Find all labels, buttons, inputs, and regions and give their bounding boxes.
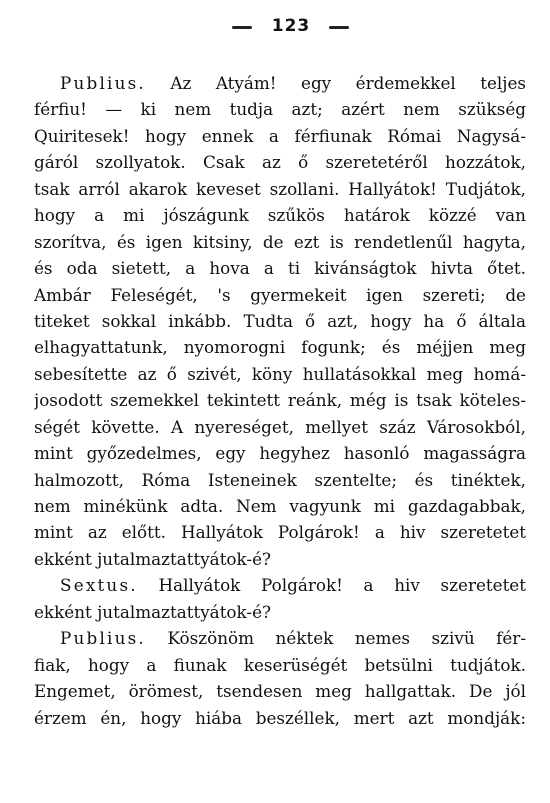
text-line	[34, 149, 526, 175]
text-line	[34, 705, 526, 731]
line-text: Hallyátok Polgárok! a hiv szeretetet	[137, 575, 526, 596]
line-text: nem minékünk adta. Nem vagyunk mi gazdagabbak,	[34, 496, 526, 516]
line-text: ségét követte. A nyereséget, mellyet száz Városokból,	[34, 416, 526, 437]
page-header	[0, 14, 550, 40]
line-text: Köszönöm néktek nemes szivü fér-	[145, 628, 526, 649]
line-text: mint az előtt. Hallyátok Polgárok! a hiv szeretetet	[34, 522, 526, 543]
text-line	[34, 387, 526, 413]
text-line	[34, 440, 526, 466]
line-text: titeket sokkal inkább. Tudta ő azt, hogy ha ő általa	[34, 310, 526, 331]
page-number: 123	[271, 16, 311, 36]
text-line	[34, 96, 526, 122]
line-text: ekként jutalmaztattyátok-é?	[34, 548, 272, 569]
text-line	[34, 519, 526, 545]
line-text: Engemet, örömest, tsendesen meg hallgattak. De jól	[34, 681, 526, 702]
speaker-line	[34, 572, 526, 598]
text-line	[34, 414, 526, 440]
text-line	[34, 229, 526, 255]
line-text: tsak arról akarok keveset szollani. Hallyátok! Tudjátok,	[34, 178, 526, 199]
line-text: mint győzedelmes, egy hegyhez hasonló magasságra	[34, 443, 526, 464]
text-line	[34, 361, 526, 387]
text-line	[34, 176, 526, 202]
text-line	[34, 493, 526, 519]
text-line	[34, 652, 526, 678]
header-left-ornament	[232, 26, 252, 29]
line-text: Az Atyám! egy érdemekkel teljes	[145, 73, 526, 93]
line-text: elhagyattatunk, nyomorogni fogunk; és méjjen meg	[34, 337, 526, 358]
text-line	[34, 282, 526, 308]
text-line	[34, 599, 526, 625]
text-line	[34, 467, 526, 493]
speaker-name: Publius.	[60, 628, 146, 649]
text-line	[34, 334, 526, 360]
speaker-name: Sextus.	[60, 575, 138, 596]
line-text: szorítva, és igen kitsiny, de ezt is rendetlenűl hagyta,	[34, 231, 526, 252]
text-line	[34, 308, 526, 334]
line-text: sebesítette az ő szivét, köny hullatásokkal meg homá-	[34, 363, 526, 384]
text-line	[34, 123, 526, 149]
header-right-ornament	[329, 26, 349, 29]
line-text: fiak, hogy a fiunak keserüségét betsülni tudjátok.	[34, 654, 526, 675]
line-text: és oda sietett, a hova a ti kivánságtok hivta őtet.	[34, 258, 526, 279]
text-line	[34, 678, 526, 704]
line-text: ekként jutalmaztattyátok-é?	[34, 601, 272, 622]
line-text: josodott szemekkel tekintett reánk, még is tsak köteles-	[34, 390, 526, 411]
speaker-line	[34, 625, 526, 651]
speaker-line	[34, 70, 526, 96]
dialogue-text	[34, 70, 526, 731]
text-line	[34, 255, 526, 281]
text-line	[34, 546, 526, 572]
line-text: gáról szollyatok. Csak az ő szeretetéről hozzátok,	[34, 152, 526, 173]
line-text: Quiritesek! hogy ennek a férfiunak Római Nagysá-	[34, 125, 526, 146]
text-line	[34, 202, 526, 228]
line-text: hogy a mi jószágunk szűkös határok közzé van	[34, 205, 526, 226]
line-text: Ambár Feleségét, 's gyermekeit igen szereti; de	[34, 284, 526, 305]
speaker-name: Publius.	[60, 73, 146, 93]
line-text: érzem én, hogy hiába beszéllek, mert azt mondják:	[34, 707, 526, 728]
line-text: halmozott, Róma Isteneinek szentelte; és tinéktek,	[34, 469, 526, 490]
line-text: férfiu! — ki nem tudja azt; azért nem szükség	[34, 99, 526, 120]
